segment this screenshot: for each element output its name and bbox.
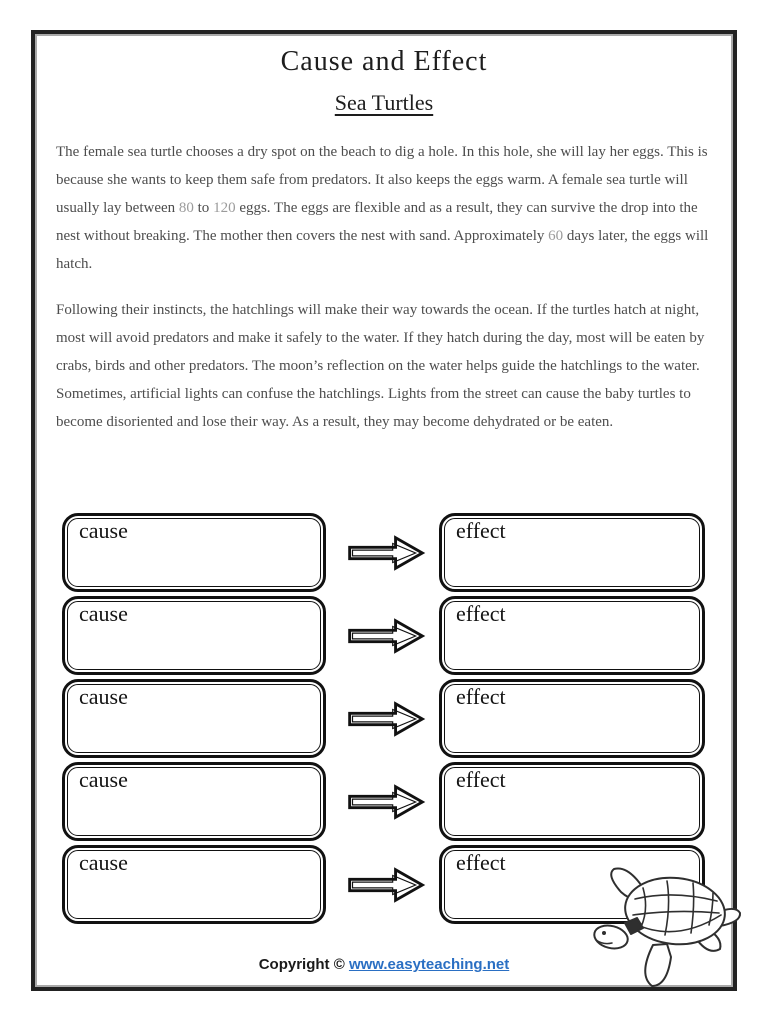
effect-box [439, 679, 705, 758]
organizer-row [35, 596, 733, 675]
effect-box-label: effect [456, 850, 506, 875]
cause-box-label: cause [79, 518, 128, 543]
cause-box-label: cause [79, 850, 128, 875]
effect-box-label: effect [456, 518, 506, 543]
page-subtitle: Sea Turtles [334, 90, 434, 115]
block-arrow-right-icon [345, 863, 427, 907]
effect-box [439, 762, 705, 841]
cause-box [62, 845, 326, 924]
effect-box [439, 513, 705, 592]
effect-box [439, 596, 705, 675]
copyright-text: Copyright © [258, 956, 349, 973]
worksheet-page [31, 30, 737, 991]
cause-box [62, 513, 326, 592]
effect-box-label: effect [456, 684, 506, 709]
block-arrow-right-icon [345, 697, 427, 741]
cause-box-label: cause [79, 601, 128, 626]
sea-turtle-icon [583, 857, 743, 997]
block-arrow-right-icon [345, 780, 427, 824]
passage-paragraph: Following their instincts, the hatchlings will make their way towards the ocean. If the turtles hatch at night, most will avoid predators and make it safely to the water. If they hatch during the day, most will be eaten by crabs, birds and other predators. The moon’s reflection on the water helps guide the hatchlings to the water. Sometimes, artificial lights can confuse the hatchlings. Lights from the street can cause the baby turtles to become disoriented and lose their way. As a result, they may become dehydrated or be eaten. [56, 302, 705, 430]
organizer-row [35, 679, 733, 758]
page-title: Cause and Effect [280, 46, 488, 77]
easyteaching-link[interactable]: www.easyteaching.net [348, 956, 510, 973]
cause-box [62, 762, 326, 841]
passage-paragraph: The female sea turtle chooses a dry spot on the beach to dig a hole. In this hole, she will lay her eggs. This is because she wants to keep them safe from predators. It also keeps the eggs warm. A female sea turtle will usually lay between 80 to 120 eggs. The eggs are flexible and as a result, they can survive the drop into the nest without breaking. The mother then covers the nest with sand. Approximately 60 days later, the eggs will hatch. [56, 144, 709, 272]
passage [56, 138, 720, 454]
cause-box [62, 596, 326, 675]
cause-box [62, 679, 326, 758]
block-arrow-right-icon [345, 614, 427, 658]
effect-box-label: effect [456, 601, 506, 626]
cause-box-label: cause [79, 684, 128, 709]
cause-box-label: cause [79, 767, 128, 792]
effect-box-label: effect [456, 767, 506, 792]
block-arrow-right-icon [345, 531, 427, 575]
organizer-row [35, 513, 733, 592]
organizer-row [35, 762, 733, 841]
